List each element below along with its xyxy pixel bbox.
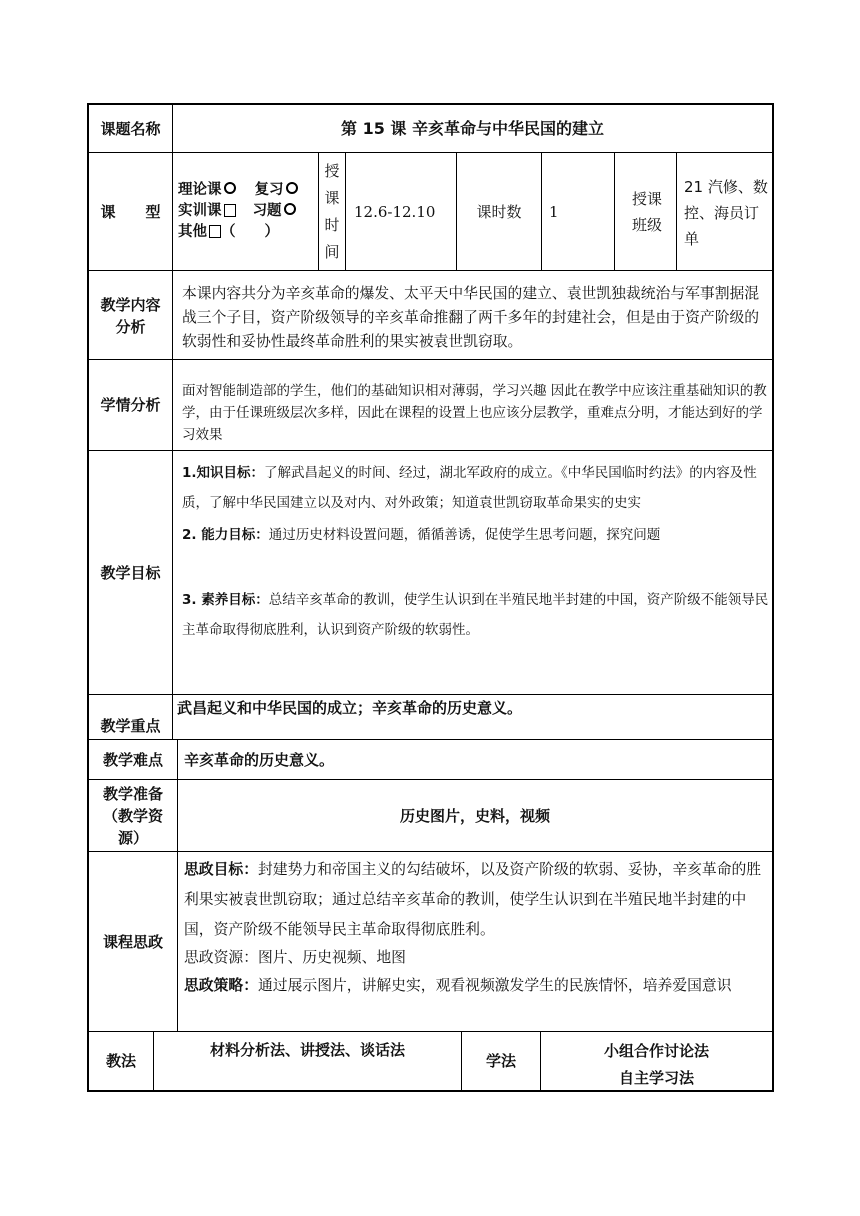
literacy-objective-text: 总结辛亥革命的教训，使学生认识到在半殖民地半封建的中国，资产阶级不能领导民主革命取得彻底胜利，认识到资产阶级的软弱性。: [182, 592, 769, 638]
exercise-radio-icon[interactable]: [284, 203, 296, 215]
learner-analysis-text: 面对智能制造部的学生，他们的基础知识相对薄弱，学习兴趣 因此在教学中应该注重基础知识的教学，由于任课班级层次多样，因此在课程的设置上也应该分层教学，重难点分明，才能达到好的学习效果: [182, 383, 767, 443]
class-hours-label: 课时数: [476, 203, 522, 221]
review-radio-icon[interactable]: [286, 182, 298, 194]
ideology-strategy: [184, 971, 768, 1001]
knowledge-objective: [182, 458, 770, 518]
ideology-goal-text: 封建势力和帝国主义的勾结破坏，以及资产阶级的软弱、妥协，辛亥革命的胜利果实被袁世凯窃取；通过总结辛亥革命的教训，使学生认识到在半殖民地半封建的中国，资产阶级不能领导民主革命取得彻底胜利。: [184, 861, 762, 938]
time-label-char: 课: [324, 189, 340, 207]
preparation-label: 教学准备（教学资源）: [102, 784, 163, 847]
ideology-content: [184, 855, 768, 1001]
teaching-objectives-label: 教学目标: [100, 563, 161, 582]
learning-method-label: 学法: [485, 1052, 516, 1070]
option-exercise-label: 习题: [252, 203, 282, 219]
key-points-label: 教学重点: [100, 717, 161, 735]
theory-radio-icon[interactable]: [224, 182, 236, 194]
ideology-goal-title: 思政目标：: [184, 861, 258, 878]
option-review-label: 复习: [254, 182, 284, 198]
course-name-label: 课题名称: [100, 119, 161, 138]
content-analysis-text: 本课内容共分为辛亥革命的爆发、太平天中华民国的建立、袁世凯独裁统治与军事割据混战三个子目，资产阶级领导的辛亥革命推翻了两千多年的封建社会，但是由于资产阶级的软弱性和妥协性最终革命胜利的果实被袁世凯窃取。: [182, 285, 760, 350]
knowledge-objective-title: 1.知识目标：: [182, 465, 265, 481]
teaching-method-value: 材料分析法、讲授法、谈话法: [209, 1041, 405, 1059]
ability-objective-title: 2. 能力目标：: [182, 527, 269, 543]
teaching-class-value: 21 汽修、数控、海员订单: [684, 178, 768, 248]
option-theory-label: 理论课: [178, 182, 222, 198]
course-title: 第 15 课 辛亥革命与中华民国的建立: [341, 118, 604, 138]
knowledge-objective-text: 了解武昌起义的时间、经过，湖北军政府的成立。《中华民国临时约法》的内容及性质，了解中华民国建立以及对内、对外政策；知道袁世凯窃取革命果实的史实: [182, 465, 757, 511]
ideology-strategy-text: 通过展示图片，讲解史实，观看视频激发学生的民族情怀，培养爱国意识: [258, 977, 732, 994]
literacy-objective: [182, 585, 770, 645]
ideology-resource: 思政资源：图片、历史视频、地图: [184, 949, 406, 966]
other-checkbox-icon[interactable]: [209, 225, 221, 238]
teaching-time-label: [319, 158, 345, 266]
time-label-char: 授: [324, 162, 340, 180]
ability-objective: [182, 520, 770, 550]
option-practice-label: 实训课: [178, 203, 222, 219]
option-other-paren: （ ）: [221, 224, 279, 240]
learning-method-value: [541, 1038, 772, 1092]
difficulties-label: 教学难点: [102, 751, 163, 769]
learning-method-item: 小组合作讨论法: [603, 1042, 709, 1060]
literacy-objective-title: 3. 素养目标：: [182, 592, 269, 608]
ideology-goal: [184, 855, 768, 945]
ability-objective-text: 通过历史材料设置问题，循循善诱，促使学生思考问题，探究问题: [268, 527, 661, 543]
teaching-time-value: 12.6-12.10: [354, 203, 436, 221]
class-hours-value: 1: [549, 203, 559, 221]
learner-analysis-label: 学情分析: [100, 396, 161, 414]
preparation-text: 历史图片，史料，视频: [399, 807, 550, 825]
course-type-options: [178, 180, 318, 243]
ideology-strategy-title: 思政策略：: [184, 977, 258, 994]
course-type-label: 课 型: [100, 202, 161, 221]
learning-method-item: 自主学习法: [618, 1069, 694, 1087]
teaching-method-label: 教法: [105, 1052, 136, 1070]
time-label-char: 间: [324, 243, 340, 261]
practice-checkbox-icon[interactable]: [224, 204, 236, 217]
key-points-text: 武昌起义和中华民国的成立；辛亥革命的历史意义。: [177, 699, 523, 717]
ideology-label: 课程思政: [102, 932, 163, 951]
option-other-label: 其他: [178, 224, 207, 240]
content-analysis-label: 教学内容分析: [100, 296, 161, 336]
time-label-char: 时: [324, 216, 340, 234]
teaching-class-label: 授课班级: [631, 190, 662, 234]
difficulties-text: 辛亥革命的历史意义。: [184, 751, 335, 769]
